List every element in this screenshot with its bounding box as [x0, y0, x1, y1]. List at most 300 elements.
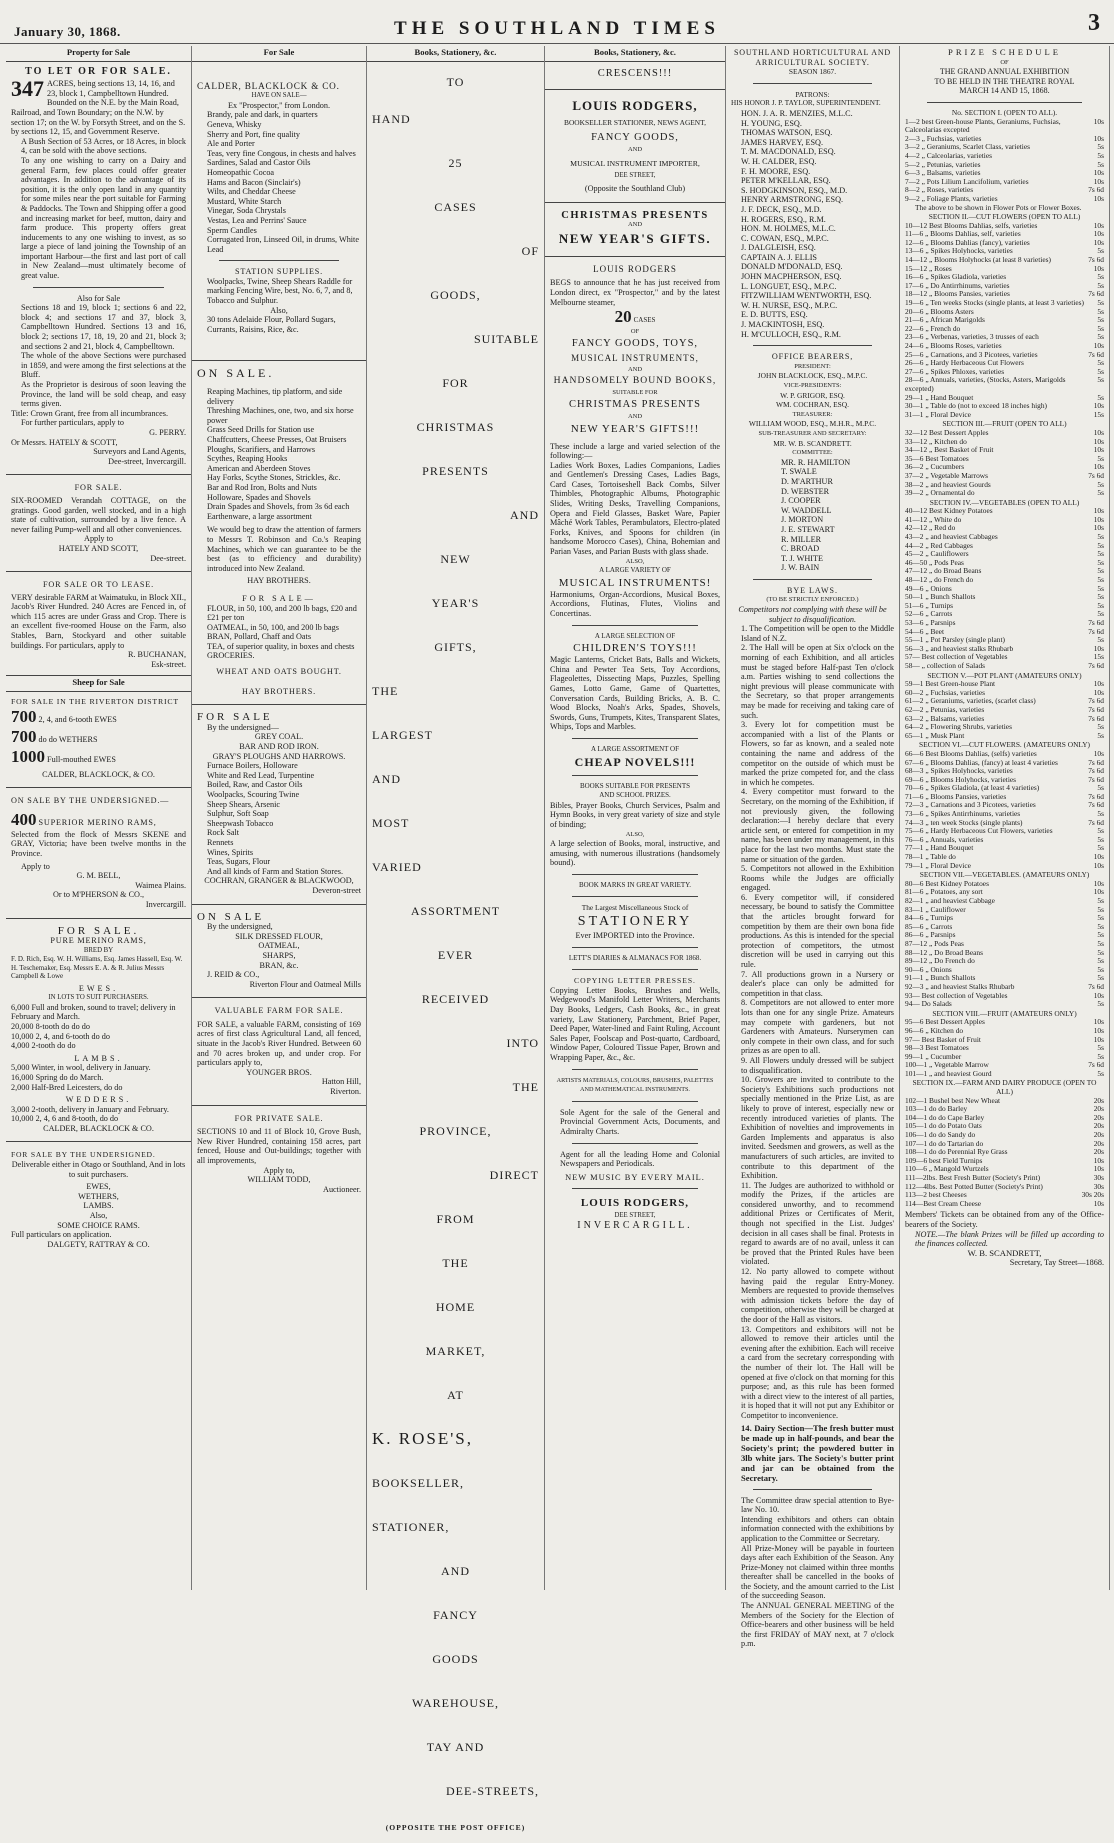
ad-body: We would beg to draw the attention of farmers to Messrs T. Robinson and Co.'s Reaping Machines, which we can guarantee to be the best (as to efficiency and durability) introduced into New Zealand. [207, 525, 361, 573]
column-k-rose-advertisement [367, 46, 545, 1832]
prize-item: 109—6 best Field Turnips [905, 1155, 983, 1165]
prize-item: 41—12 „ White do [905, 514, 962, 524]
advert-line: TO [446, 74, 465, 89]
stores-item: Sheep Shears, Arsenic [207, 799, 280, 809]
advert-line: AND [510, 507, 539, 522]
prize-amount: 5s [1097, 930, 1104, 940]
patron-name: CAPTAIN A. J. ELLIS [741, 252, 817, 262]
prize-item: 21—6 „ African Marigolds [905, 315, 985, 325]
subheading: (TO BE STRICTLY ENFORCED.) [766, 596, 859, 604]
prize-amount: 5s [1097, 306, 1104, 316]
prize-item: 28—6 „ Annuals, varieties, (Stocks, Asters, Marigolds excepted) [905, 375, 1066, 393]
bye-law: 13. Competitors and exhibitors will not be allowed to remove their articles until the evening after the exhibition. Each will receive a card from the secretary corresponding with the number of their lot. The Hall will be opened at five o'clock on that morning for this purpose; and, as this rule has been formed with a direct view to the interest of all parties, it is hoped that it will not put any Exhibitor or Competitor to inconvenience. [741, 1324, 894, 1420]
ad-title: TO LET OR FOR SALE. [25, 65, 172, 77]
prize-amount: 5s [1097, 358, 1104, 368]
officer: JOHN BLACKLOCK, ESQ., M.P.C. [757, 371, 868, 381]
column-header: Property for Sale [6, 46, 191, 62]
prize-item: 91—1 „ Bunch Shallots [905, 973, 976, 983]
prize-item: 114—Best Cream Cheese [905, 1198, 982, 1208]
ad-subtitle: BAR AND ROD IRON. [239, 742, 319, 752]
advert-line: CHRISTMAS [416, 419, 495, 434]
patron-name: E. D. BUTTS, ESQ. [741, 310, 808, 320]
ad-body: do do WETHERS [38, 734, 98, 744]
advert-line: GOODS [432, 1651, 479, 1666]
column-header: Books, Stationery, &c. [545, 46, 725, 62]
prize-amount: 10s [1093, 1164, 1104, 1174]
advert-line: THE [442, 1255, 469, 1270]
prize-item: 58— „ collection of Salads [905, 660, 986, 670]
bye-law: 7. All productions grown in a Nursery or dealer's place can only be admitted for competition in that class. [741, 969, 894, 998]
patron-name: JOHN MACPHERSON, ESQ. [741, 272, 842, 282]
patron-name: JAMES HARVEY, ESQ. [741, 137, 823, 147]
prize-amount: 5s [1097, 583, 1104, 593]
onsale-item: American and Aberdeen Stoves [207, 463, 311, 473]
ad-title: FOR PRIVATE SALE. [234, 1113, 324, 1123]
ad-body: SECTIONS 10 and 11 of Block 10, Grove Bush, New River Hundred, containing 158 acres, part fenced, House and Out-buildings; together with all improvements, [197, 1127, 361, 1165]
prize-row [905, 1000, 1104, 1009]
subheading: COMMITTEE: [792, 449, 833, 457]
mill-item: SHARPS, [262, 950, 296, 960]
bye-law: 11. The Judges are authorized to withhold or modify the Prizes, if the articles are considered unworthy, and to recommend additional Prizes or Certificates of Merit, though not specified in the List. Judges' decision in all cases shall be final. Protests in regard to awards are of no avail, unless it can be proved that the Printed Rules have been violated. [741, 1180, 894, 1267]
stores-item: Furnace Boilers, Holloware [207, 761, 298, 771]
subheading: PATRONS: [795, 89, 830, 99]
section-heading: SECTION VI.—CUT FLOWERS. (AMATEURS ONLY) [918, 740, 1091, 750]
prize-amount: 10s [1093, 401, 1104, 411]
prize-item: 19—6 „ Ten weeks Stocks (single plants, at least 3 varieties) [905, 298, 1084, 308]
ad-body: EWES, [86, 1182, 111, 1192]
prize-item: 94— Do Salads [905, 999, 952, 1009]
goods-item: Vinegar, Soda Chrystals [207, 206, 286, 216]
prize-amount: 10s [1093, 860, 1104, 870]
onsale-item: Chaffcutters, Cheese Presses, Oat Bruisers [207, 435, 347, 444]
officer: W. P. GRIGOR, ESQ. [780, 390, 845, 400]
ad-body: A LARGE SELECTION OF [594, 631, 676, 640]
prize-item: 51—6 „ Turnips [905, 600, 954, 610]
advert-line: DEE-STREETS, [446, 1783, 539, 1798]
subheading: OF [1000, 58, 1009, 66]
subheading: Also for Sale [76, 293, 121, 303]
goods-list [197, 110, 361, 254]
mill-item: OATMEAL, [258, 941, 300, 951]
ad-title: CHRISTMAS PRESENTS [561, 209, 709, 221]
patron-name: H. ROGERS, ESQ., R.M. [741, 214, 826, 224]
prize-item: 5—2 „ Petunias, varieties [905, 159, 981, 169]
advert-line: FROM [436, 1211, 475, 1226]
advert-line: 25 [448, 155, 463, 170]
ad-body: A LARGE ASSORTMENT OF [591, 744, 679, 753]
ad-subtitle: STATION SUPPLIES. [234, 267, 323, 277]
ad-subtitle: MUSICAL INSTRUMENTS, [571, 352, 699, 363]
prize-amount: 7s 6d [1088, 470, 1104, 480]
prize-item: 70—6 „ Spikes Gladiola, (at least 4 varieties) [905, 783, 1040, 793]
prize-item: 79—1 „ Floral Device [905, 860, 971, 870]
signature: HAY BROTHERS. [247, 576, 311, 586]
prize-item: 113—2 best Cheeses [905, 1190, 967, 1200]
ad-body: OF [630, 328, 640, 336]
ad-subtitle: LAMBS. [74, 1053, 123, 1063]
ad-body: The whole of the above Sections were purchased in 1859, and were among the first selections at the Bluff. [21, 351, 186, 380]
stores-item: Sheepwash Tobacco [207, 818, 274, 828]
advert-line: VARIED [372, 859, 422, 874]
signature: COCHRAN, GRANGER & BLACKWOOD, [204, 876, 354, 886]
ad-body: IN LOTS TO SUIT PURCHASERS. [48, 994, 149, 1002]
prize-amount: 5s [1097, 826, 1104, 836]
prize-row [905, 376, 1104, 393]
patron-name: T. M. MACDONALD, ESQ. [741, 147, 836, 157]
prize-amount: 10s [1093, 133, 1104, 143]
prize-item: 65—1 „ Musk Plant [905, 730, 965, 740]
ad-body: Deliverable either in Otago or Southland, And in lots to suit purchasers. [11, 1160, 186, 1179]
prize-amount: 10s [1093, 852, 1104, 862]
prize-item: 48—12 „ do French do [905, 575, 974, 585]
ad-body: AND [627, 221, 643, 229]
schedule-title: PRIZE SCHEDULE [948, 47, 1061, 57]
ad-body: AND SCHOOL PRIZES. [599, 791, 671, 800]
prize-item: 99—1 „ Cucumber [905, 1051, 962, 1061]
prize-amount: 10s [1093, 1198, 1104, 1208]
prize-amount: 10s [1093, 176, 1104, 186]
flour-item: BRAN, Pollard, Chaff and Oats [207, 632, 312, 642]
onsale-item: Threshing Machines, one, two, and six horse power [207, 406, 354, 425]
bye-law: 8. Competitors are not allowed to enter more lots than one for any single Prize. Amateurs may compete with gardeners, but not Gardeners with Amateurs. Nurserymen can only compete in their own class, and for such prizes as are open to all. [741, 998, 894, 1056]
prize-amount: 5s [1097, 999, 1104, 1009]
prize-item: 57— Best collection of Vegetables [905, 652, 1008, 662]
ad-subtitle: LOUIS RODGERS [593, 263, 677, 274]
prize-amount: 7s 6d [1088, 349, 1104, 359]
goods-item: Corrugated Iron, Linseed Oil, in drums, White Lead [207, 235, 359, 254]
ad-body: Selected from the flock of Messrs SKENE and GRAY, Victoria; have been twelve months in the Province. [11, 829, 186, 858]
advert-line: SUITABLE [473, 331, 539, 346]
stores-item: Sulphur, Soft Soap [207, 809, 269, 819]
advert-line: EVER [437, 947, 474, 962]
ad-title: FOR SALE IN THE RIVERTON DISTRICT [11, 697, 179, 707]
prize-item: 81—6 „ Potatoes, any sort [905, 887, 983, 897]
prize-item: 86—6 „ Parsnips [905, 930, 956, 940]
ad-body: Agent for all the leading Home and Colonial Newspapers and Periodicals. [560, 1149, 720, 1169]
prize-row [905, 118, 1104, 135]
note: Competitors not complying with these will be subject to disqualification. [738, 605, 887, 624]
ad-subtitle: CHRISTMAS PRESENTS [568, 398, 702, 410]
newspaper-title: THE SOUTHLAND TIMES [394, 18, 720, 39]
ad-title: VALUABLE FARM FOR SALE. [214, 1006, 344, 1016]
flour-item: OATMEAL, in 50, 100, and 200 lb bags [207, 622, 339, 632]
bye-law: 10. Growers are invited to contribute to the Society's Exhibitions such productions not specially mentioned in the Prize List, as are likely to prove of interest, especially new or recently introduced varieties of plants. The Exhibition of novelties and improvements in Garden Implements and apparatus is also invited. Seedsmen and growers, as well as the manufacturers of such articles, are invited to contribute to this department of the Exhibition. [741, 1075, 894, 1181]
prize-item: 44—2 „ Red Cabbages [905, 540, 973, 550]
bye-law: 9. All Flowers unduly dressed will be subject to disqualification. [741, 1055, 894, 1075]
prize-item: 82—1 „ and heaviest Cabbage [905, 896, 995, 905]
prize-row [905, 411, 1104, 420]
prize-amount: 10s [1093, 878, 1104, 888]
goods-item: Homeopathic Cocoa [207, 167, 275, 177]
ad-body: Members' Tickets can be obtained from any of the Office-bearers of the Society. [905, 1210, 1104, 1229]
address: DEE STREET, [614, 172, 656, 180]
prize-item: 85—6 „ Carrots [905, 921, 953, 931]
patron-name: H. YOUNG, ESQ. [741, 118, 802, 128]
patron-name: HON. J. A. R. MENZIES, M.L.C. [741, 108, 853, 118]
prize-item: 73—6 „ Spikes Antirrhinums, varieties [905, 809, 1021, 819]
ad-title: FOR SALE OR TO LEASE. [43, 580, 154, 590]
signature: J. REID & CO., [207, 970, 260, 980]
goods-item: Mustard, White Starch [207, 196, 282, 206]
prize-amount: 10s [1093, 1025, 1104, 1035]
mill-item: SILK DRESSED FLOUR, [235, 931, 323, 941]
onsale-item: Reaping Machines, tip platform, and side delivery [207, 387, 343, 406]
prize-amount: 30s [1093, 1173, 1104, 1182]
address: Esk-street. [151, 659, 186, 669]
advert-line: RECEIVED [421, 991, 490, 1006]
committee-member: T. SWALE [781, 467, 817, 477]
ad-subtitle: CHEAP NOVELS!!! [574, 754, 696, 769]
committee-member: D. M'ARTHUR [781, 476, 833, 486]
address: Auctioneer. [323, 1184, 361, 1194]
committee-member: J. E. STEWART [781, 524, 835, 534]
stores-item: Woolpacks, Scouring Twine [207, 790, 300, 799]
address: Riverton Flour and Oatmeal Mills [249, 979, 361, 989]
ad-body: SUITABLE FOR [612, 389, 658, 397]
prize-item: 88—12 „ Do Broad Beans [905, 947, 983, 957]
masthead [0, 0, 1114, 44]
prize-item: 31—1 „ Floral Device [905, 409, 971, 419]
ad-body: Ex "Prospector," from London. [227, 100, 331, 110]
prize-item: 14—12 „ Blooms Holyhocks (at least 8 varieties) [905, 255, 1051, 265]
prize-amount: 5s [1097, 600, 1104, 610]
advert-line: MARKET, [425, 1343, 486, 1358]
ad-body: AND [627, 412, 643, 420]
prize-amount: 5s [1097, 540, 1104, 550]
prize-amount: 10s [1093, 506, 1104, 516]
section-heading: SECTION III.—FRUIT (OPEN TO ALL) [942, 419, 1067, 429]
advert-line: WAREHOUSE, [412, 1695, 499, 1710]
prize-item: 4—2 „ Calceolarias, varieties [905, 150, 993, 160]
prize-amount: 5s [1097, 315, 1104, 325]
prize-item: 95—6 Best Dessert Apples [905, 1017, 985, 1027]
prize-amount: 5s [1097, 280, 1104, 290]
prize-item: 8—2 „ Roses, varieties [905, 185, 974, 195]
section-heading: SECTION IV.—VEGETABLES (OPEN TO ALL) [929, 497, 1080, 507]
prize-item: 46—50 „ Pods Peas [905, 557, 964, 567]
byelaws-title: BYE LAWS. [786, 585, 839, 595]
prize-item: 36—2 „ Cucumbers [905, 462, 965, 472]
section-heading: No. SECTION I. (OPEN TO ALL). [951, 107, 1058, 117]
patron-name: S. HODGKINSON, ESQ., M.D. [741, 185, 848, 195]
ad-title: FOR SALE BY THE UNDERSIGNED. [11, 1150, 156, 1160]
ad-body: The Committee draw special attention to Bye-law No. 10. [741, 1495, 894, 1515]
prize-item: 33—12 „ Kitchen do [905, 436, 967, 446]
patron-list [731, 109, 894, 339]
goods-item: Sherry and Port, fine quality [207, 129, 301, 139]
ad-body: A LARGE VARIETY OF [599, 566, 671, 575]
committee-member: MR. R. HAMILTON [781, 457, 851, 467]
signature: G. PERRY. [149, 427, 186, 437]
advert-line: GIFTS, [434, 639, 477, 654]
column-louis-rodgers-advertisement [545, 46, 726, 1590]
prize-amount: 5s [1097, 592, 1104, 602]
signature: YOUNGER BROS. [246, 1067, 312, 1077]
patron-name: THOMAS WATSON, ESQ. [741, 128, 833, 138]
ad-body: SUPERIOR MERINO RAMS, [38, 817, 157, 827]
stores-item: Rock Salt [207, 828, 240, 838]
onsale-item: Holloware, Spades and Shovels [207, 492, 311, 502]
prize-item: 63—2 „ Balsams, varieties [905, 713, 985, 723]
address: Invercargill. [145, 899, 186, 909]
prize-amount: 7s 6d [1088, 626, 1104, 636]
prize-item: 32—12 Best Dessert Apples [905, 427, 989, 437]
prize-item: 112—4lbs. Best Potted Butter (Society's Print) [905, 1181, 1043, 1191]
onsale-item: Drain Spades and Shovels, from 3s 6d each [207, 502, 350, 512]
subheading: OFFICE BEARERS, [771, 352, 854, 362]
column-header: For Sale [192, 46, 366, 62]
advert-line: DIRECT [489, 1167, 539, 1182]
prize-amount: 5s [1097, 549, 1104, 559]
prize-amount: 5s [1097, 298, 1104, 308]
prize-amount: 5s [1097, 150, 1104, 160]
prize-item: 10—12 Best Blooms Dahlias, selfs, varieties [905, 220, 1038, 230]
prize-amount: 5s [1097, 142, 1104, 152]
prize-amount: 30s [1093, 1181, 1104, 1191]
prize-amount: 5s [1097, 1051, 1104, 1061]
signature: Or to M'PHERSON & CO., [52, 890, 145, 900]
prize-amount: 5s [1097, 730, 1104, 740]
prize-item: 2—3 „ Fuchsias, varieties [905, 133, 982, 143]
prize-item: 50—1 „ Bunch Shallots [905, 592, 976, 602]
prize-item: 30—1 „ Table do (not to exceed 18 inches high) [905, 401, 1047, 411]
advert-line: (OPPOSITE THE POST OFFICE) [385, 1822, 526, 1832]
patron-name: PETER M'KELLAR, ESQ. [741, 176, 831, 186]
prize-item: 64—2 „ Flowering Shrubs, varieties [905, 722, 1012, 732]
signature: G. M. BELL, [76, 871, 121, 881]
quantity: 700 [11, 706, 37, 726]
section-heading: SECTION VIII.—FRUIT (AMATEURS ONLY) [932, 1008, 1077, 1018]
ad-body: ARTISTS MATERIALS, COLOURS, BRUSHES, PALETTES AND MATHEMATICAL INSTRUMENTS. [556, 1076, 714, 1094]
ad-body: AND [627, 146, 643, 154]
bye-law: 5. Competitors not allowed in the Exhibition Rooms while the Judges are officially engaged. [741, 864, 894, 893]
prize-item: 40—12 Best Kidney Potatoes [905, 506, 993, 516]
prize-item: 52—6 „ Carrots [905, 609, 953, 619]
ad-title: ON SALE BY THE UNDERSIGNED.— [11, 796, 170, 806]
prize-amount: 5s [1097, 921, 1104, 931]
prize-item: 9—2 „ Foliage Plants, varieties [905, 193, 998, 203]
stores-item: Boiled, Raw, and Castor Oils [207, 780, 303, 790]
subheading: MARCH 14 AND 15, 1868. [959, 86, 1050, 96]
prize-row [905, 662, 1104, 671]
advert-line: NEW [440, 551, 471, 566]
prize-amount: 5s [1097, 947, 1104, 957]
bye-law: 4. Every competitor must forward to the Secretary, on the morning of the Exhibition, if not previously given, the following declaration:—I hereby declare that every article sent, or entered for competition in my name, has been under my management, in this place for the last two months. Must state the name or situation of the garden. [741, 787, 894, 864]
prize-item: 90—6 „ Onions [905, 964, 952, 974]
patron-superintendent: HIS HONOR J. P. TAYLOR, SUPERINTENDENT. [731, 99, 881, 108]
prize-amount: 10s [1093, 748, 1104, 758]
prize-amount: 5s [1097, 635, 1104, 645]
ad-subtitle: MUSICAL INSTRUMENTS! [558, 576, 712, 589]
subheading: TO BE HELD IN THE THEATRE ROYAL [934, 76, 1075, 86]
column-for-sale [192, 46, 367, 1590]
ad-title: FOR SALE. [74, 483, 123, 493]
patron-name: DONALD M'DONALD, ESQ. [741, 262, 843, 272]
prize-amount: 7s 6d [1088, 774, 1104, 784]
prize-item: 39—2 „ Ornamental do [905, 488, 975, 498]
issue-date: January 30, 1868. [14, 24, 121, 39]
prize-item: 60—2 „ Fuchsias, varieties [905, 687, 986, 697]
stock-line: 4,000 2-tooth do do [11, 1041, 76, 1051]
subheading: VICE-PRESIDENTS: [783, 382, 842, 389]
patron-name: W. H. NURSE, ESQ., M.P.C. [741, 300, 838, 310]
prize-amount: 7s 6d [1088, 696, 1104, 706]
address: Waimea Plains. [135, 880, 186, 890]
column-horticultural-society [726, 46, 900, 1649]
prize-amount: 10s [1093, 220, 1104, 230]
ad-body: ALSO, [625, 830, 645, 838]
signature: DALGETY, RATTRAY & CO. [47, 1239, 150, 1249]
prize-amount: 5s [1097, 575, 1104, 585]
ad-body: Copying Letter Books, Brushes and Wells, Wedgewood's Manifold Letter Writers, Merchants Day Books, Ledgers, Cash Books, &c., in great variety, Law Stationery, Parchment, Brief Paper, Deed Paper, Water-lined and Faint Ruling, Account Sales Paper, Foolscap and Post-quarto, Cardboard, Window Paper, Coloured Tissue Paper, Brown and Wrapping Paper, &c., &c. [550, 985, 720, 1062]
ad-body: 2, 4, and 6-tooth EWES [38, 714, 117, 724]
ad-body: Apply to [21, 861, 50, 871]
prize-row [905, 1070, 1104, 1079]
ad-subtitle: EWES. [78, 983, 119, 993]
ad-title: ON SALE [197, 910, 265, 923]
quantity: 20 [614, 307, 632, 327]
column-prize-schedule [900, 46, 1110, 1590]
prize-item: 87—12 „ Pods Peas [905, 938, 964, 948]
prize-item: 17—6 „ Do Antirrhinums, varieties [905, 280, 1010, 290]
ad-body: By the undersigned, [207, 922, 273, 932]
prize-item: 43—2 „ and heaviest Cabbages [905, 532, 998, 542]
stock-line: 2,000 Half-Bred Leicesters, do do [11, 1082, 123, 1092]
section-heading: SECTION II.—CUT FLOWERS (OPEN TO ALL) [928, 212, 1081, 222]
prize-amount: 5s [1097, 1043, 1104, 1053]
ad-body: As the Proprietor is desirous of soon leaving the Province, the land will be sold cheap, and easy terms given. [21, 380, 186, 409]
advert-line: CASES [434, 199, 477, 214]
prize-item: 49—6 „ Onions [905, 583, 952, 593]
advert-line: YEAR'S [431, 595, 480, 610]
ad-body: ACRES, being sections 13, 14, 16, and 23, block 1, Campbelltown Hundred. Bounded on the N.E. by the Main Road, Railroad, and Town Boundary; on the N.W. by section 17; on the W. by Forsyth Street, and on the S. by sections 12, 15, and Government Reserve. [11, 79, 186, 137]
prize-amount: 10s [1093, 1017, 1104, 1027]
section-heading: SECTION IX.—FARM AND DAIRY PRODUCE (OPEN TO ALL) [912, 1078, 1097, 1097]
ad-body: Sections 18 and 19, block 1; sections 6 and 22, block 4; and sections 17 and 37, block 3, Campbelltown Hundred. Sections 13 and 16, block 2; sections 17, 18, 19, 20 and 21, block 3; and sections 2 and 21, block 4, Campbelltown. [21, 303, 186, 351]
prize-amount: 5s [1097, 938, 1104, 948]
prize-item: 56—3 „ and heaviest stalks Rhubarb [905, 643, 1014, 653]
ad-title: LOUIS RODGERS, [572, 97, 698, 113]
section-header: Sheep for Sale [6, 675, 191, 692]
ad-title: FOR SALE— [242, 593, 316, 603]
goods-item: Geneva, Whisky [207, 119, 262, 129]
prize-item: 12—6 „ Blooms Dahlias (fancy), varieties [905, 237, 1030, 247]
advert-line: FOR [442, 375, 469, 390]
address: INVERCARGILL. [577, 1219, 693, 1231]
note: The above to be shown in Flower Pots or Flower Boxes. [915, 202, 1082, 212]
committee-member: R. MILLER [781, 534, 822, 544]
ad-body: AND [627, 365, 643, 373]
prize-amount: 10s [1093, 643, 1104, 653]
committee-member: W. WADDELL [781, 505, 832, 515]
ad-body: The Largest Miscellaneous Stock of [581, 903, 689, 913]
flour-item: GROCERIES. [207, 651, 255, 661]
prize-amount: 5s [1097, 956, 1104, 966]
prize-item: 104—1 do do Cape Barley [905, 1112, 985, 1122]
k-rose-advert [372, 67, 539, 1843]
note: NOTE.—The blank Prizes will be filled up according to the finances collected. [915, 1229, 1104, 1249]
advert-line: ASSORTMENT [410, 903, 501, 918]
ad-subtitle: STATIONERY [577, 914, 693, 930]
signature: CALDER, BLACKLOCK, & CO. [42, 769, 155, 779]
prize-amount: 5s [1097, 1068, 1104, 1078]
ad-subtitle: MUSICAL INSTRUMENT IMPORTER, [570, 158, 700, 168]
prize-amount: 5s [1097, 479, 1104, 489]
prize-amount: 10s [1093, 462, 1104, 472]
prize-amount: 7s 6d [1088, 660, 1104, 670]
patron-name: W. H. CALDER, ESQ. [741, 156, 817, 166]
bye-laws-list [731, 624, 894, 1420]
